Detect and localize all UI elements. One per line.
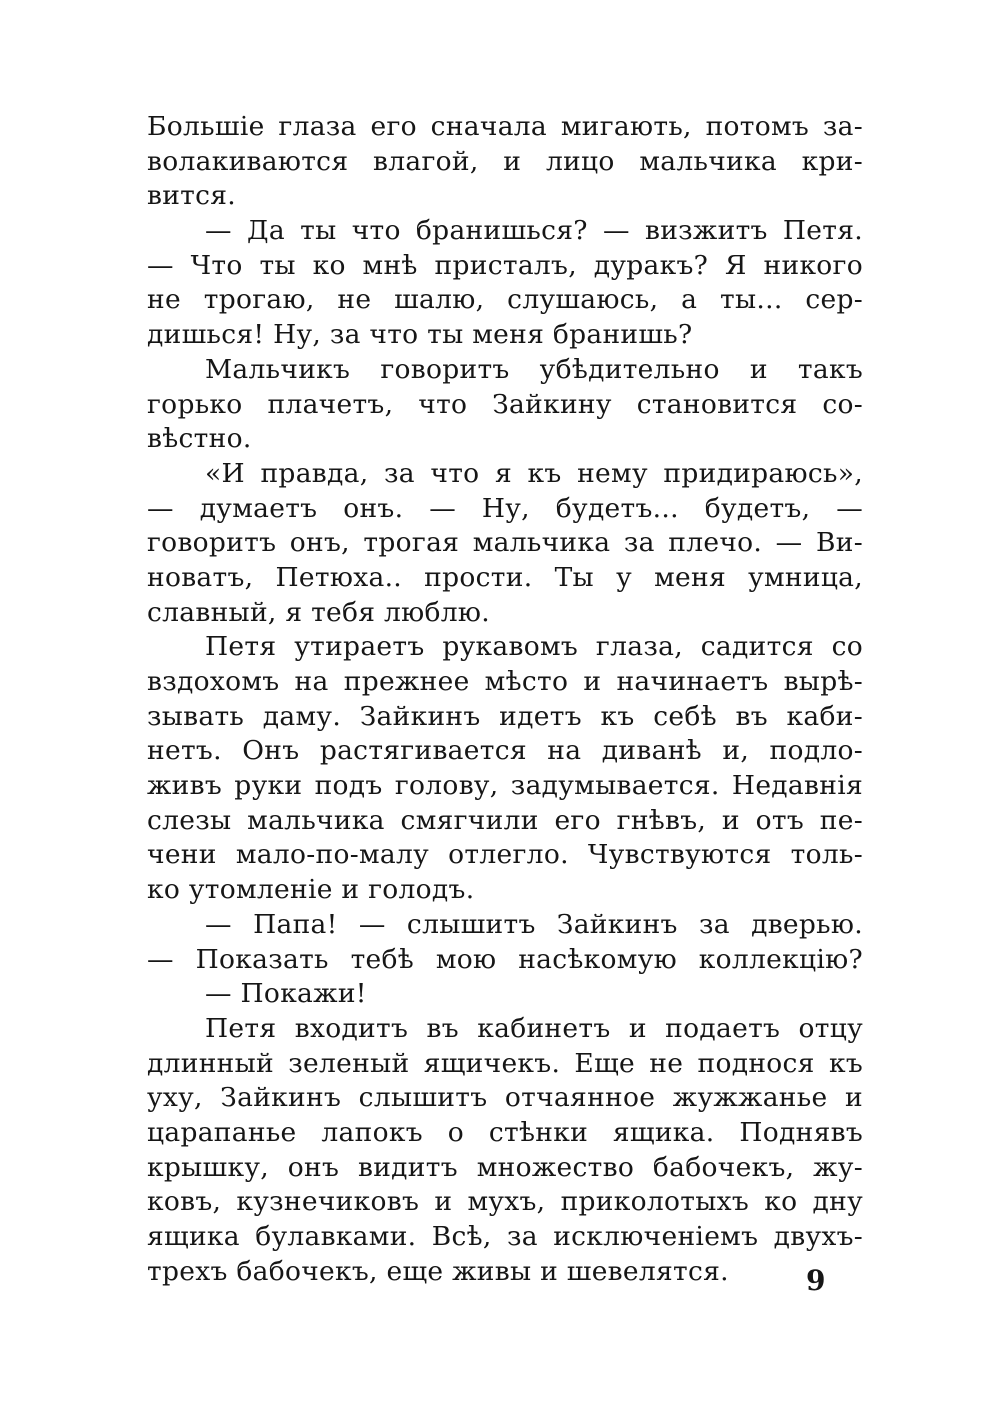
text-line: Петя утираетъ рукавомъ глаза, садится со bbox=[205, 631, 863, 663]
text-line: говоритъ онъ, трогая мальчика за плечо. — Ви- bbox=[147, 527, 863, 559]
text-line: Большiе глаза его сначала мигають, потомъ за- bbox=[147, 111, 863, 142]
body-text bbox=[147, 110, 863, 1289]
text-line: — Покажи! bbox=[205, 978, 367, 1010]
text-line: волакиваются влагой, и лицо мальчика кри- bbox=[147, 145, 863, 177]
text-line: «И правда, за что я къ нему придираюсь», bbox=[205, 457, 863, 489]
text-line: уху, Зайкинъ слышитъ отчаянное жужжанье и bbox=[147, 1082, 863, 1114]
text-line: Мальчикъ говоритъ убѣдительно и такъ bbox=[205, 353, 863, 385]
text-line: — Да ты что бранишься? — визжитъ Петя. bbox=[205, 215, 863, 247]
text-line: ящика булавками. Всѣ, за исключенiемъ двухъ- bbox=[147, 1221, 863, 1252]
text-line: чени мало-по-малу отлегло. Чувствуются толь- bbox=[147, 839, 863, 871]
text-line: новатъ, Петюха.. прости. Ты у меня умница, bbox=[147, 561, 863, 593]
text-line: — Показать тебѣ мою насѣкомую коллекцiю? bbox=[147, 943, 863, 975]
text-line: вздохомъ на прежнее мѣсто и начинаетъ вырѣ- bbox=[147, 666, 863, 697]
text-line: горько плачетъ, что Зайкину становится со- bbox=[147, 388, 863, 420]
text-line: — Что ты ко мнѣ присталъ, дуракъ? Я никого bbox=[147, 249, 863, 281]
text-line: славный, я тебя люблю. bbox=[147, 596, 491, 628]
text-line: живъ руки подъ голову, задумывается. Недавнiя bbox=[147, 770, 863, 802]
text-line: слезы мальчика смягчили его гнѣвъ, и отъ пе- bbox=[147, 804, 863, 836]
text-line: ко утомленiе и голодъ. bbox=[147, 874, 475, 906]
text-line: ковъ, кузнечиковъ и мухъ, приколотыхъ ко дну bbox=[147, 1186, 863, 1218]
text-line: крышку, онъ видитъ множество бабочекъ, жу- bbox=[147, 1151, 863, 1183]
text-line: — Папа! — слышитъ Зайкинъ за дверью. bbox=[205, 908, 863, 940]
text-line: — думаетъ онъ. — Ну, будетъ... будетъ, — bbox=[147, 492, 863, 524]
text-line: вится. bbox=[147, 180, 237, 212]
text-line: трехъ бабочекъ, еще живы и шевелятся. bbox=[147, 1255, 729, 1287]
text-line: Петя входитъ въ кабинетъ и подаетъ отцу bbox=[205, 1012, 863, 1044]
text-line: вѣстно. bbox=[147, 423, 252, 455]
page-number: 9 bbox=[806, 1264, 826, 1297]
text-line: нетъ. Онъ растягивается на диванѣ и, подло- bbox=[147, 735, 863, 767]
text-line: длинный зеленый ящичекъ. Еще не поднося къ bbox=[147, 1047, 863, 1079]
text-line: не трогаю, не шалю, слушаюсь, а ты... сер- bbox=[147, 284, 863, 316]
text-line: царапанье лапокъ о стѣнки ящика. Поднявъ bbox=[147, 1116, 863, 1148]
text-line: дишься! Ну, за что ты меня бранишь? bbox=[147, 319, 693, 351]
text-line: зывать даму. Зайкинъ идетъ къ себѣ въ каби- bbox=[147, 700, 863, 732]
